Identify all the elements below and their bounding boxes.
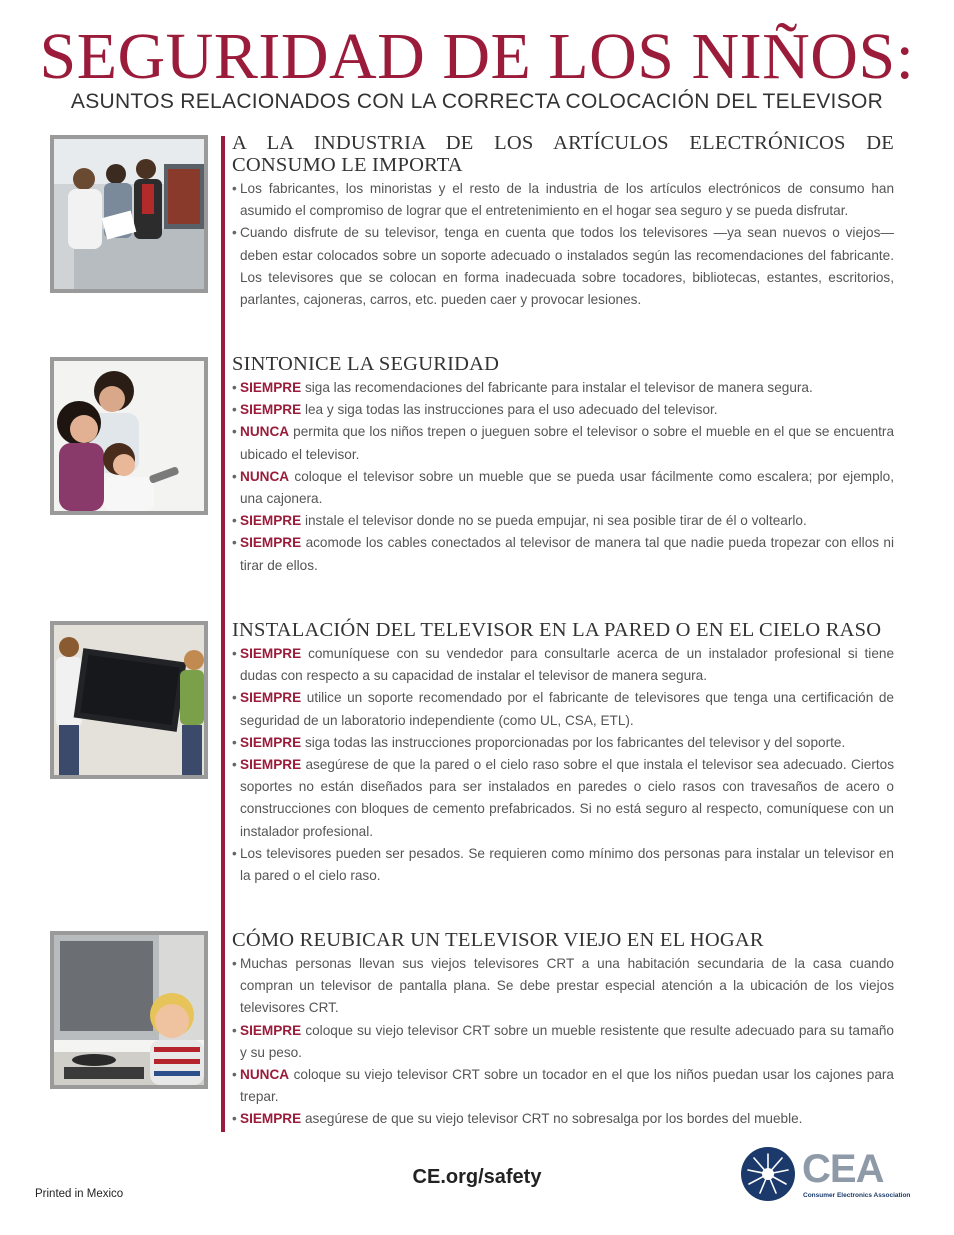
section-tune-in-safety: [232, 353, 894, 577]
list-item: • Los televisores pueden ser pesados. Se requieren como mínimo dos personas para instalar un televisor en la pared o el cielo raso.: [232, 845, 894, 884]
list-item: • NUNCA coloque su viejo televisor CRT sobre un tocador en el que los niños puedan usar los cajones para trepar.: [232, 1067, 894, 1105]
boy-with-crt-tv-photo: [50, 931, 208, 1089]
page-subtitle: ASUNTOS RELACIONADOS CON LA CORRECTA COLOCACIÓN DEL TELEVISOR: [70, 90, 884, 113]
store-shoppers-photo: [50, 135, 208, 293]
section-heading: A LA INDUSTRIA DE LOS ARTÍCULOS ELECTRÓNICOS DE CONSUMO LE IMPORTA: [232, 132, 894, 176]
list-item: • SIEMPRE coloque su viejo televisor CRT sobre un mueble resistente que resulte adecuado para su tamaño y su peso.: [232, 1022, 894, 1060]
list-item: • NUNCA permita que los niños trepen o jueguen sobre el televisor o sobre el mueble en el que se encuentra ubicado el televisor.: [232, 424, 894, 462]
list-item: • SIEMPRE utilice un soporte recomendado por el fabricante de televisores que tenga una certificación de seguridad de un laboratorio independiente (como UL, CSA, ETL).: [232, 690, 894, 728]
list-item: • Cuando disfrute de su televisor, tenga en cuenta que todos los televisores —ya sean nuevos o viejos— deben estar colocados sobre un soporte adecuado o instalados según las recomendaciones del fabricante. Los televisores que se colocan en forma inadecuada sobre tocadores, bibliotecas, estantes, escritorios, parlantes, cajoneras, carros, etc. pueden caer y provocar lesiones.: [232, 225, 894, 308]
accent-divider: [221, 136, 225, 1132]
printed-in-label: Printed in Mexico: [35, 1188, 124, 1200]
list-item: • SIEMPRE lea y siga todas las instrucciones para el uso adecuado del televisor.: [232, 402, 718, 418]
couple-mounting-tv-photo: [50, 621, 208, 779]
list-item: • SIEMPRE siga todas las instrucciones proporcionadas por los fabricantes del televisor y del soporte.: [232, 734, 846, 750]
bullet-list: [232, 377, 894, 577]
section-heading: SINTONICE LA SEGURIDAD: [232, 353, 500, 375]
page-title: SEGURIDAD DE LOS NIÑOS:: [39, 20, 915, 93]
bullet-list: [232, 178, 894, 311]
family-watching-tv-photo: [50, 357, 208, 515]
section-heading: INSTALACIÓN DEL TELEVISOR EN LA PARED O EN EL CIELO RASO: [232, 619, 882, 641]
list-item: • SIEMPRE siga las recomendaciones del fabricante para instalar el televisor de manera segura.: [232, 380, 813, 395]
cea-logo: [740, 1146, 911, 1202]
cea-logo-subtext: Consumer Electronics Association: [803, 1192, 911, 1199]
list-item: • SIEMPRE asegúrese de que su viejo televisor CRT no sobresalga por los bordes del mueble.: [232, 1111, 803, 1127]
section-wall-ceiling-mount: [232, 619, 894, 887]
section-heading: CÓMO REUBICAR UN TELEVISOR VIEJO EN EL HOGAR: [232, 929, 764, 951]
safety-url-link[interactable]: CE.org/safety: [412, 1166, 542, 1188]
list-item: • SIEMPRE asegúrese de que la pared o el cielo raso sobre el que instala el televisor sea adecuado. Ciertos soportes no están diseñados para ser instalados en paredes o cielo rasos con travesaños de acero o construcciones con bloques de cemento prefabricados. Si no está seguro al respecto, comuníquese con un instalador profesional.: [232, 757, 895, 839]
list-item: • Muchas personas llevan sus viejos televisores CRT a una habitación secundaria de la casa cuando compran un televisor de pantalla plana. Se debe prestar especial atención a la ubicación de los viejos televisores CRT.: [232, 956, 894, 1016]
cea-logo-text: CEA: [802, 1147, 884, 1191]
bullet-list: [232, 953, 894, 1131]
cea-starburst-icon: [740, 1146, 796, 1202]
list-item: • Los fabricantes, los minoristas y el resto de la industria de los artículos electrónicos de consumo han asumido el compromiso de lograr que el entretenimiento en el hogar sea seguro y se pueda disfrutar.: [232, 181, 894, 219]
list-item: • SIEMPRE instale el televisor donde no se pueda empujar, ni sea posible tirar de él o voltearlo.: [232, 513, 807, 529]
list-item: • SIEMPRE acomode los cables conectados al televisor de manera tal que nadie pueda tropezar con ellos ni tirar de ellos.: [232, 535, 895, 573]
section-relocate-old-tv: [232, 929, 894, 1131]
list-item: • SIEMPRE comuníquese con su vendedor para consultarle acerca de un instalador profesional si tiene dudas con respecto a su capacidad de instalar el televisor de manera segura.: [232, 646, 894, 684]
list-item: • NUNCA coloque el televisor sobre un mueble que se pueda usar fácilmente como escalera; por ejemplo, una cajonera.: [232, 468, 894, 507]
bullet-list: [232, 643, 894, 887]
section-industry-cares: [232, 132, 894, 311]
